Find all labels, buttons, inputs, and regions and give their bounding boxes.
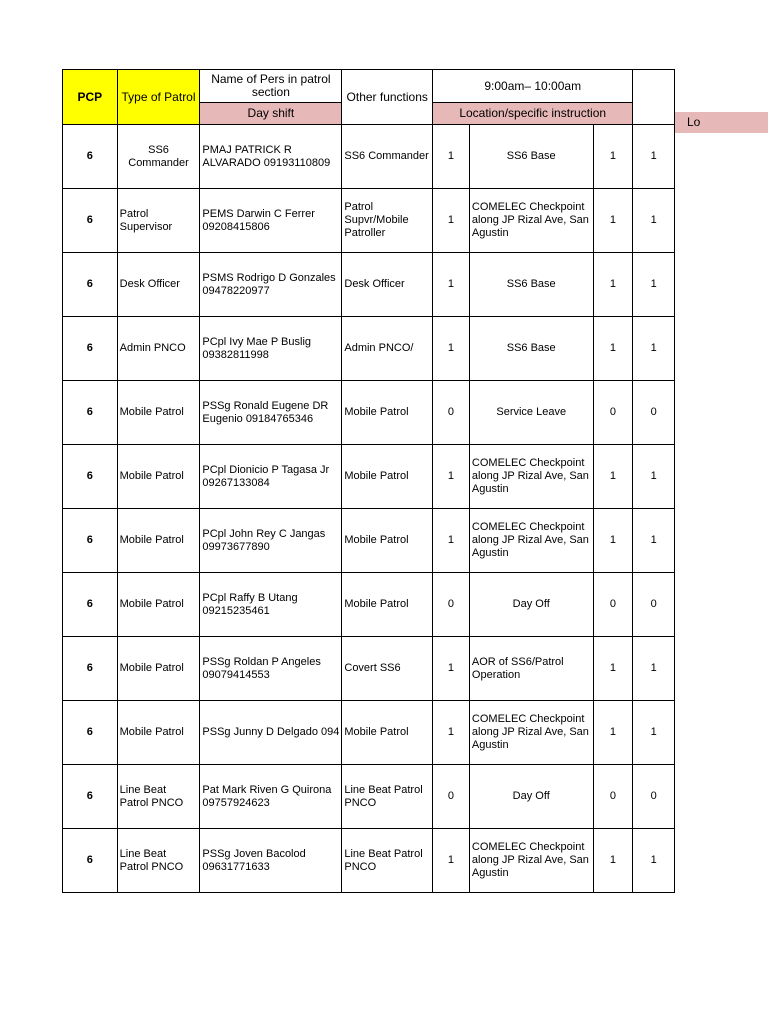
location-cell: Service Leave	[469, 381, 593, 445]
pcp-cell: 6	[63, 253, 118, 317]
patrol-schedule-table	[62, 69, 675, 893]
presence-count-cell: 0	[633, 381, 675, 445]
presence-count-cell: 1	[433, 125, 470, 189]
presence-count-cell: 1	[633, 125, 675, 189]
personnel-name-cell: PCpl Dionicio P Tagasa Jr 09267133084	[200, 445, 342, 509]
personnel-name-cell: PSSg Joven Bacolod 09631771633	[200, 829, 342, 893]
blank-header-cell	[633, 70, 675, 125]
type-of-patrol-cell: Mobile Patrol	[117, 445, 200, 509]
table-row	[63, 637, 675, 701]
presence-count-cell: 1	[433, 189, 470, 253]
other-functions-cell: Patrol Supvr/Mobile Patroller	[342, 189, 433, 253]
other-functions-cell: Mobile Patrol	[342, 701, 433, 765]
pcp-cell: 6	[63, 637, 118, 701]
pcp-cell: 6	[63, 573, 118, 637]
presence-count-cell: 0	[593, 381, 633, 445]
other-functions-cell: Mobile Patrol	[342, 445, 433, 509]
presence-count-cell: 1	[433, 829, 470, 893]
type-of-patrol-cell: Mobile Patrol	[117, 509, 200, 573]
presence-count-cell: 1	[633, 509, 675, 573]
other-functions-cell: Mobile Patrol	[342, 509, 433, 573]
presence-count-cell: 1	[593, 189, 633, 253]
location-cell: COMELEC Checkpoint along JP Rizal Ave, San Agustin	[469, 829, 593, 893]
presence-count-cell: 0	[433, 381, 470, 445]
presence-count-cell: 1	[633, 189, 675, 253]
presence-count-cell: 0	[633, 765, 675, 829]
location-cell: COMELEC Checkpoint along JP Rizal Ave, San Agustin	[469, 509, 593, 573]
type-of-patrol-header: Type of Patrol	[117, 70, 200, 125]
presence-count-cell: 1	[593, 509, 633, 573]
presence-count-cell: 1	[593, 317, 633, 381]
presence-count-cell: 1	[593, 701, 633, 765]
personnel-name-cell: PCpl John Rey C Jangas 09973677890	[200, 509, 342, 573]
location-cell: Day Off	[469, 765, 593, 829]
pcp-cell: 6	[63, 509, 118, 573]
presence-count-cell: 0	[593, 573, 633, 637]
time-slot-header: 9:00am– 10:00am	[433, 70, 633, 103]
personnel-name-cell: PEMS Darwin C Ferrer 09208415806	[200, 189, 342, 253]
type-of-patrol-cell: Patrol Supervisor	[117, 189, 200, 253]
type-of-patrol-cell: Line Beat Patrol PNCO	[117, 829, 200, 893]
table-row	[63, 253, 675, 317]
presence-count-cell: 1	[633, 829, 675, 893]
presence-count-cell: 0	[433, 573, 470, 637]
location-cell: SS6 Base	[469, 125, 593, 189]
other-functions-cell: SS6 Commander	[342, 125, 433, 189]
location-cell: COMELEC Checkpoint along JP Rizal Ave, San Agustin	[469, 445, 593, 509]
pcp-cell: 6	[63, 701, 118, 765]
presence-count-cell: 1	[593, 829, 633, 893]
personnel-name-cell: Pat Mark Riven G Quirona 09757924623	[200, 765, 342, 829]
pcp-cell: 6	[63, 317, 118, 381]
other-functions-cell: Line Beat Patrol PNCO	[342, 829, 433, 893]
pcp-cell: 6	[63, 381, 118, 445]
personnel-name-cell: PSSg Ronald Eugene DR Eugenio 09184765346	[200, 381, 342, 445]
name-of-pers-header: Name of Pers in patrol section	[200, 70, 342, 103]
personnel-name-cell: PMAJ PATRICK R ALVARADO 09193110809	[200, 125, 342, 189]
other-functions-header: Other functions	[342, 70, 433, 125]
type-of-patrol-cell: Line Beat Patrol PNCO	[117, 765, 200, 829]
personnel-name-cell: PSSg Junny D Delgado 094	[200, 701, 342, 765]
type-of-patrol-cell: Mobile Patrol	[117, 701, 200, 765]
type-of-patrol-cell: Mobile Patrol	[117, 573, 200, 637]
pcp-cell: 6	[63, 829, 118, 893]
location-cell: COMELEC Checkpoint along JP Rizal Ave, San Agustin	[469, 701, 593, 765]
presence-count-cell: 1	[633, 253, 675, 317]
other-functions-cell: Admin PNCO/	[342, 317, 433, 381]
presence-count-cell: 1	[593, 637, 633, 701]
location-cell: AOR of SS6/Patrol Operation	[469, 637, 593, 701]
table-row	[63, 765, 675, 829]
table-row	[63, 317, 675, 381]
other-functions-cell: Line Beat Patrol PNCO	[342, 765, 433, 829]
pcp-cell: 6	[63, 765, 118, 829]
location-cell: SS6 Base	[469, 317, 593, 381]
personnel-name-cell: PSMS Rodrigo D Gonzales 09478220977	[200, 253, 342, 317]
type-of-patrol-cell: Desk Officer	[117, 253, 200, 317]
pcp-header: PCP	[63, 70, 118, 125]
presence-count-cell: 1	[593, 253, 633, 317]
table-row	[63, 125, 675, 189]
table-row	[63, 829, 675, 893]
table-row	[63, 445, 675, 509]
location-instruction-header: Location/specific instruction	[433, 103, 633, 125]
presence-count-cell: 1	[633, 445, 675, 509]
type-of-patrol-cell: SS6 Commander	[117, 125, 200, 189]
pcp-cell: 6	[63, 125, 118, 189]
table-row	[63, 573, 675, 637]
table-row	[63, 701, 675, 765]
next-location-header: Lo	[675, 112, 768, 133]
presence-count-cell: 1	[433, 701, 470, 765]
table-row	[63, 509, 675, 573]
location-cell: SS6 Base	[469, 253, 593, 317]
presence-count-cell: 1	[433, 317, 470, 381]
patrol-schedule-sheet	[62, 69, 675, 893]
header-row-1	[63, 70, 675, 103]
presence-count-cell: 0	[633, 573, 675, 637]
location-cell: Day Off	[469, 573, 593, 637]
table-row	[63, 381, 675, 445]
other-functions-cell: Mobile Patrol	[342, 381, 433, 445]
presence-count-cell: 1	[433, 445, 470, 509]
other-functions-cell: Desk Officer	[342, 253, 433, 317]
type-of-patrol-cell: Mobile Patrol	[117, 637, 200, 701]
presence-count-cell: 1	[433, 253, 470, 317]
pcp-cell: 6	[63, 445, 118, 509]
type-of-patrol-cell: Mobile Patrol	[117, 381, 200, 445]
presence-count-cell: 1	[633, 317, 675, 381]
presence-count-cell: 0	[593, 765, 633, 829]
location-cell: COMELEC Checkpoint along JP Rizal Ave, San Agustin	[469, 189, 593, 253]
day-shift-header: Day shift	[200, 103, 342, 125]
presence-count-cell: 1	[433, 509, 470, 573]
other-functions-cell: Mobile Patrol	[342, 573, 433, 637]
presence-count-cell: 0	[433, 765, 470, 829]
type-of-patrol-cell: Admin PNCO	[117, 317, 200, 381]
other-functions-cell: Covert SS6	[342, 637, 433, 701]
presence-count-cell: 1	[593, 445, 633, 509]
table-row	[63, 189, 675, 253]
pcp-cell: 6	[63, 189, 118, 253]
presence-count-cell: 1	[593, 125, 633, 189]
personnel-name-cell: PCpl Ivy Mae P Buslig 09382811998	[200, 317, 342, 381]
presence-count-cell: 1	[633, 701, 675, 765]
presence-count-cell: 1	[433, 637, 470, 701]
personnel-name-cell: PCpl Raffy B Utang 09215235461	[200, 573, 342, 637]
presence-count-cell: 1	[633, 637, 675, 701]
personnel-name-cell: PSSg Roldan P Angeles 09079414553	[200, 637, 342, 701]
